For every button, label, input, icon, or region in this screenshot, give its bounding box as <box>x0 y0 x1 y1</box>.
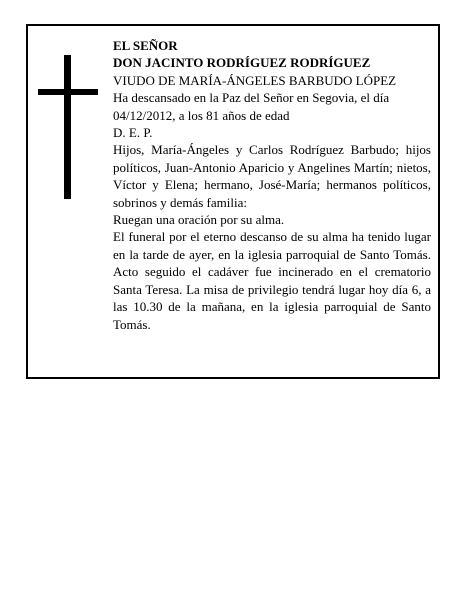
deceased-name: DON JACINTO RODRÍGUEZ RODRÍGUEZ <box>113 55 371 71</box>
death-info-line-2: 04/12/2012, a los 81 años de edad <box>113 107 290 123</box>
obituary-notice <box>26 24 440 379</box>
rip-line: D. E. P. <box>113 125 153 141</box>
cross-horizontal-bar <box>38 89 98 95</box>
family-paragraph: Hijos, María-Ángeles y Carlos Rodríguez Barbudo; hijos políticos, Juan-Antonio Aparicio y Angelines Martín; nietos, Víctor y Elena; hermano, José-María; hermanos políticos, sobrinos y demás familia: <box>113 142 431 210</box>
death-info-line-1: Ha descansado en la Paz del Señor en Segovia, el día <box>113 90 390 106</box>
cross-icon <box>38 55 98 199</box>
cross-vertical-bar <box>64 55 71 199</box>
widower-line: VIUDO DE MARÍA-ÁNGELES BARBUDO LÓPEZ <box>113 72 397 88</box>
obituary-text <box>113 37 431 333</box>
heading-title: EL SEÑOR <box>113 38 178 53</box>
prayer-request: Ruegan una oración por su alma. <box>113 212 285 228</box>
funeral-paragraph: El funeral por el eterno descanso de su alma ha tenido lugar en la tarde de ayer, en la iglesia parroquial de Santo Tomás. Acto seguido el cadáver fue incinerado en el crematorio Santa Teresa. La misa de privilegio tendrá lugar hoy día 6, a las 10.30 de la mañana, en la iglesia parroquial de Santo Tomás. <box>113 229 431 332</box>
